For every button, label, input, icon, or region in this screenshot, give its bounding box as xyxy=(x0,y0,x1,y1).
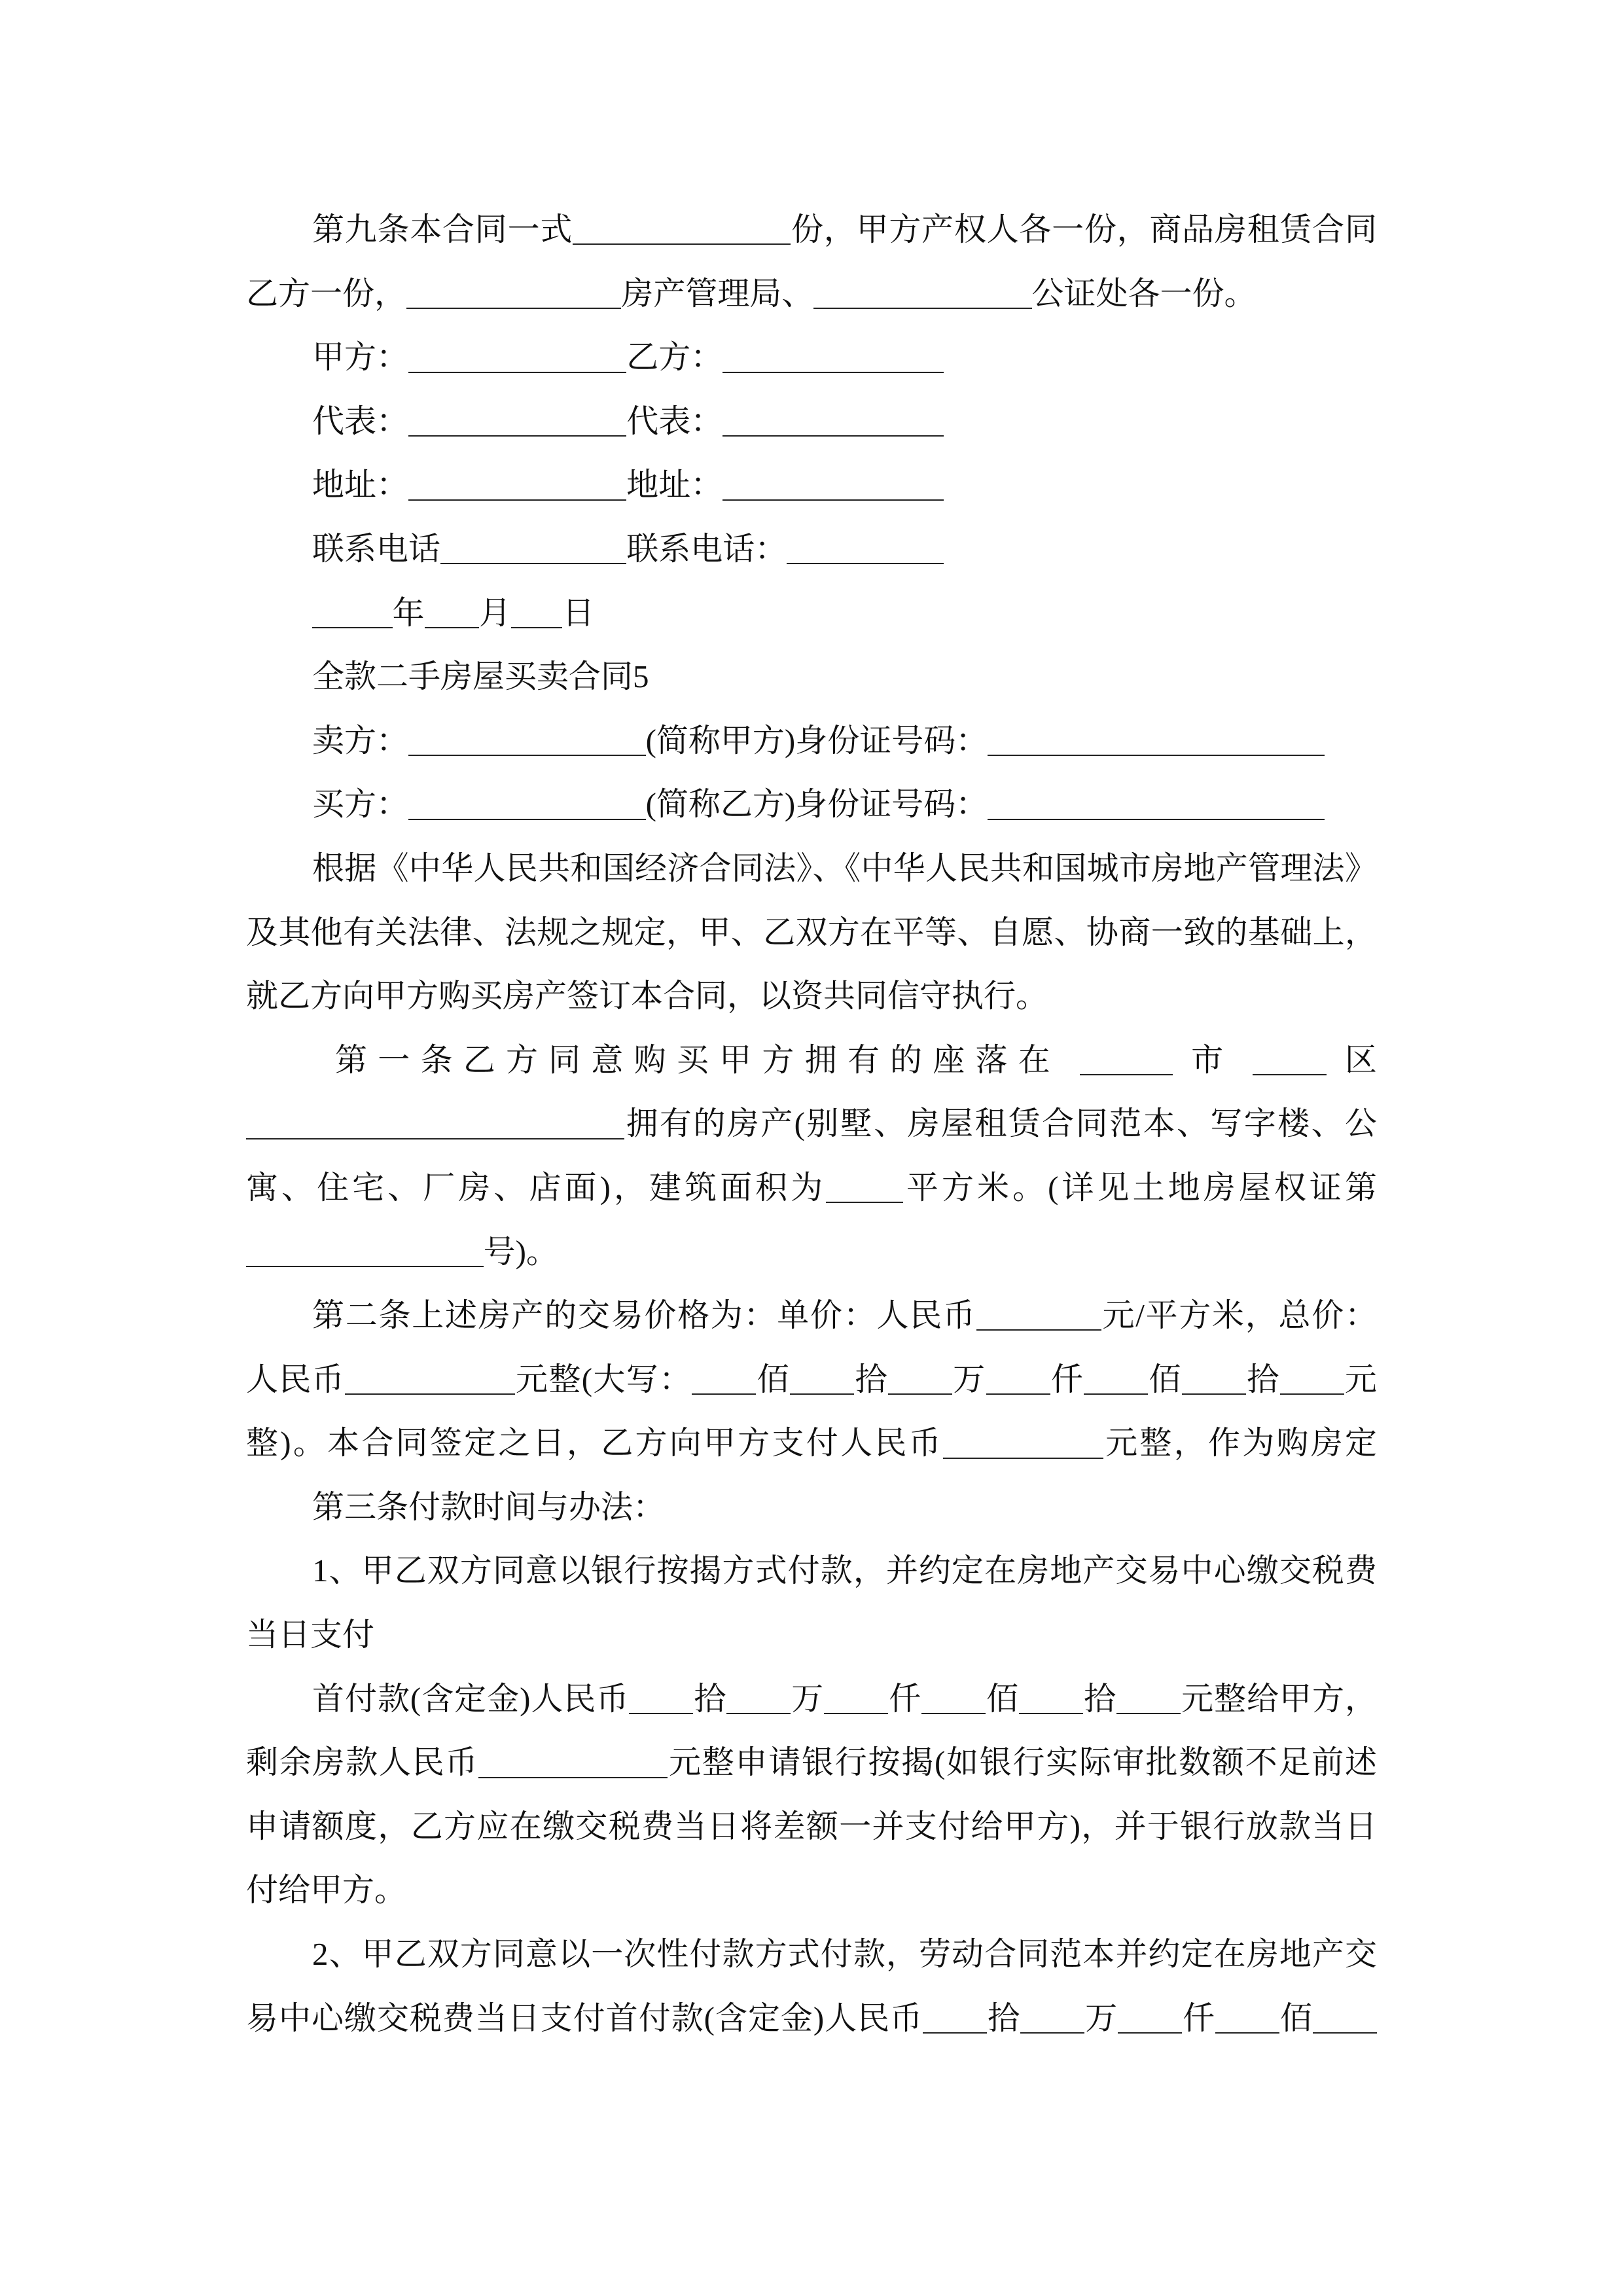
text: 2、甲乙双方同意以一次性付款方式付款，劳动合同范本并约定在房地产交 xyxy=(312,1936,1377,1973)
clause-3-line xyxy=(246,1539,1377,1603)
preamble-line xyxy=(246,964,1377,1028)
text: 剩余房款人民币 xyxy=(246,1744,479,1781)
blank-field[interactable] xyxy=(406,274,621,309)
clause-3-line xyxy=(246,1667,1377,1731)
blank-field[interactable] xyxy=(888,1360,952,1395)
text: 代表： xyxy=(626,403,723,439)
clause-2-line xyxy=(246,1283,1377,1348)
text: 地址： xyxy=(312,467,409,503)
blank-field[interactable] xyxy=(478,1743,668,1778)
text: 公证处各一份。 xyxy=(1031,275,1257,312)
blank-field[interactable] xyxy=(726,1679,791,1714)
blank-field[interactable] xyxy=(692,1360,756,1395)
address-line xyxy=(246,453,1377,517)
text: 根据《中华人民共和国经济合同法》、《中华人民共和国城市房地产管理法》 xyxy=(312,850,1377,886)
text: 佰 xyxy=(1148,1361,1182,1397)
blank-field[interactable] xyxy=(246,1232,484,1266)
blank-field[interactable] xyxy=(988,785,1325,819)
text: 日 xyxy=(562,594,595,631)
text: 买方： xyxy=(312,786,409,823)
blank-field[interactable] xyxy=(1280,1360,1344,1395)
text: 及其他有关法律、法规之规定，甲、乙双方在平等、自愿、协商一致的基础上， xyxy=(246,914,1377,950)
text: 元整给甲方， xyxy=(1181,1680,1377,1717)
text: 佰 xyxy=(986,1680,1020,1717)
blank-field[interactable] xyxy=(1020,1999,1084,2034)
blank-field[interactable] xyxy=(790,1360,854,1395)
representative-line xyxy=(246,389,1377,454)
blank-field[interactable] xyxy=(722,402,944,437)
blank-field[interactable] xyxy=(511,593,562,628)
text: 首付款(含定金)人民币 xyxy=(312,1680,630,1717)
text: 月 xyxy=(478,594,511,631)
text: 万 xyxy=(1084,2000,1118,2036)
blank-field[interactable] xyxy=(1080,1041,1173,1075)
phone-line xyxy=(246,517,1377,581)
blank-field[interactable] xyxy=(573,210,791,245)
contract-title xyxy=(246,645,1377,709)
seller-line xyxy=(246,709,1377,773)
clause-3-line xyxy=(246,1858,1377,1922)
text: 拾 xyxy=(987,2000,1021,2036)
blank-field[interactable] xyxy=(976,1296,1101,1331)
text: 市 xyxy=(1191,1041,1234,1078)
blank-field[interactable] xyxy=(1182,1360,1246,1395)
text: 第二条上述房产的交易价格为：单价：人民币 xyxy=(312,1297,976,1334)
text: 1、甲乙双方同意以银行按揭方式付款，并约定在房地产交易中心缴交税费 xyxy=(312,1552,1377,1589)
text: 联系电话 xyxy=(312,530,441,567)
text: 年 xyxy=(392,594,425,631)
text: 乙方一份， xyxy=(246,275,407,312)
blank-field[interactable] xyxy=(440,529,626,564)
clause-3-heading xyxy=(246,1475,1377,1539)
buyer-line xyxy=(246,772,1377,836)
text: 区 xyxy=(1345,1041,1377,1078)
text: 第一条乙方同意购买甲方拥有的座落在 xyxy=(335,1041,1061,1078)
text: 第三条付款时间与办法： xyxy=(312,1488,666,1525)
clause-9-line-2 xyxy=(246,262,1377,326)
blank-field[interactable] xyxy=(824,1679,888,1714)
clause-3-line xyxy=(246,1603,1377,1667)
text: 拾 xyxy=(693,1680,727,1717)
text: 平方米。(详见土地房屋权证第 xyxy=(902,1169,1377,1206)
text: 人民币 xyxy=(246,1361,346,1397)
text: (简称甲方)身份证号码： xyxy=(645,722,988,759)
text: 万 xyxy=(952,1361,986,1397)
text: 卖方： xyxy=(312,722,409,759)
text: 拥有的房产(别墅、房屋租赁合同范本、写字楼、公 xyxy=(624,1105,1377,1142)
text: 拾 xyxy=(854,1361,888,1397)
preamble-line xyxy=(246,901,1377,965)
text: 万 xyxy=(791,1680,825,1717)
blank-field[interactable] xyxy=(345,1360,515,1395)
text: 仟 xyxy=(1050,1361,1084,1397)
clause-1-line xyxy=(246,1156,1377,1220)
blank-field[interactable] xyxy=(921,1679,986,1714)
clause-1-line xyxy=(246,1092,1377,1156)
text: 份，甲方产权人各一份，商品房租赁合同 xyxy=(791,211,1377,247)
blank-field[interactable] xyxy=(923,1999,987,2034)
blank-field[interactable] xyxy=(1019,1679,1083,1714)
text: 仟 xyxy=(888,1680,922,1717)
text: 房产管理局、 xyxy=(621,275,814,312)
clause-2-line xyxy=(246,1411,1377,1475)
clause-3-line xyxy=(246,1922,1377,1986)
text: 整)。本合同签定之日，乙方向甲方支付人民币 xyxy=(246,1425,943,1462)
text: 拾 xyxy=(1083,1680,1117,1717)
text: 甲方： xyxy=(312,339,409,376)
clause-3-line xyxy=(246,1731,1377,1795)
blank-field[interactable] xyxy=(408,338,626,372)
blank-field[interactable] xyxy=(312,593,393,628)
text: 元整(大写： xyxy=(514,1361,692,1397)
text: 当日支付 xyxy=(246,1617,375,1653)
text: (简称乙方)身份证号码： xyxy=(645,786,988,823)
blank-field[interactable] xyxy=(408,721,646,756)
text: 佰 xyxy=(1279,2000,1313,2036)
clause-9-line-1 xyxy=(246,198,1377,262)
text: 乙方： xyxy=(626,339,723,376)
text: 拾 xyxy=(1245,1361,1280,1397)
blank-field[interactable] xyxy=(408,402,626,437)
blank-field[interactable] xyxy=(1313,1999,1377,2034)
blank-field[interactable] xyxy=(246,1104,624,1139)
blank-field[interactable] xyxy=(408,465,626,500)
text: 就乙方向甲方购买房产签订本合同，以资共同信守执行。 xyxy=(246,978,1048,1014)
clause-1-line xyxy=(246,1028,1377,1092)
text: 号)。 xyxy=(483,1233,558,1270)
text: 申请额度，乙方应在缴交税费当日将差额一并支付给甲方)，并于银行放款当日 xyxy=(246,1808,1377,1844)
text: 联系电话： xyxy=(626,530,787,567)
text: 仟 xyxy=(1182,2000,1216,2036)
text: 第九条本合同一式 xyxy=(312,211,573,247)
blank-field[interactable] xyxy=(943,1424,1103,1458)
blank-field[interactable] xyxy=(425,593,479,628)
blank-field[interactable] xyxy=(787,529,944,564)
text: 易中心缴交税费当日支付首付款(含定金)人民币 xyxy=(246,2000,923,2036)
contract-document xyxy=(246,198,1377,2050)
text: 代表： xyxy=(312,403,409,439)
blank-field[interactable] xyxy=(629,1679,693,1714)
blank-field[interactable] xyxy=(408,785,646,819)
party-line xyxy=(246,325,1377,389)
clause-1-line xyxy=(246,1220,1377,1284)
text: 寓、住宅、厂房、店面)，建筑面积为 xyxy=(246,1169,827,1206)
text: 佰 xyxy=(756,1361,791,1397)
text: 元整，作为购房定 xyxy=(1103,1425,1377,1462)
text: 元 xyxy=(1344,1361,1377,1397)
blank-field[interactable] xyxy=(813,274,1031,309)
blank-field[interactable] xyxy=(722,465,944,500)
preamble-line xyxy=(246,836,1377,901)
blank-field[interactable] xyxy=(1116,1679,1181,1714)
text: 地址： xyxy=(626,467,723,503)
clause-2-line xyxy=(246,1348,1377,1412)
blank-field[interactable] xyxy=(826,1168,903,1203)
clause-3-line xyxy=(246,1986,1377,2051)
text: 元整申请银行按揭(如银行实际审批数额不足前述 xyxy=(668,1744,1377,1781)
blank-field[interactable] xyxy=(1253,1041,1327,1075)
text: 元/平方米，总价： xyxy=(1101,1297,1377,1334)
blank-field[interactable] xyxy=(986,1360,1050,1395)
clause-3-line xyxy=(246,1795,1377,1859)
blank-field[interactable] xyxy=(1215,1999,1279,2034)
text: 全款二手房屋买卖合同5 xyxy=(312,658,649,695)
blank-field[interactable] xyxy=(1118,1999,1182,2034)
date-line xyxy=(246,581,1377,645)
blank-field[interactable] xyxy=(722,338,944,372)
blank-field[interactable] xyxy=(1084,1360,1148,1395)
blank-field[interactable] xyxy=(988,721,1325,756)
text: 付给甲方。 xyxy=(246,1872,407,1909)
